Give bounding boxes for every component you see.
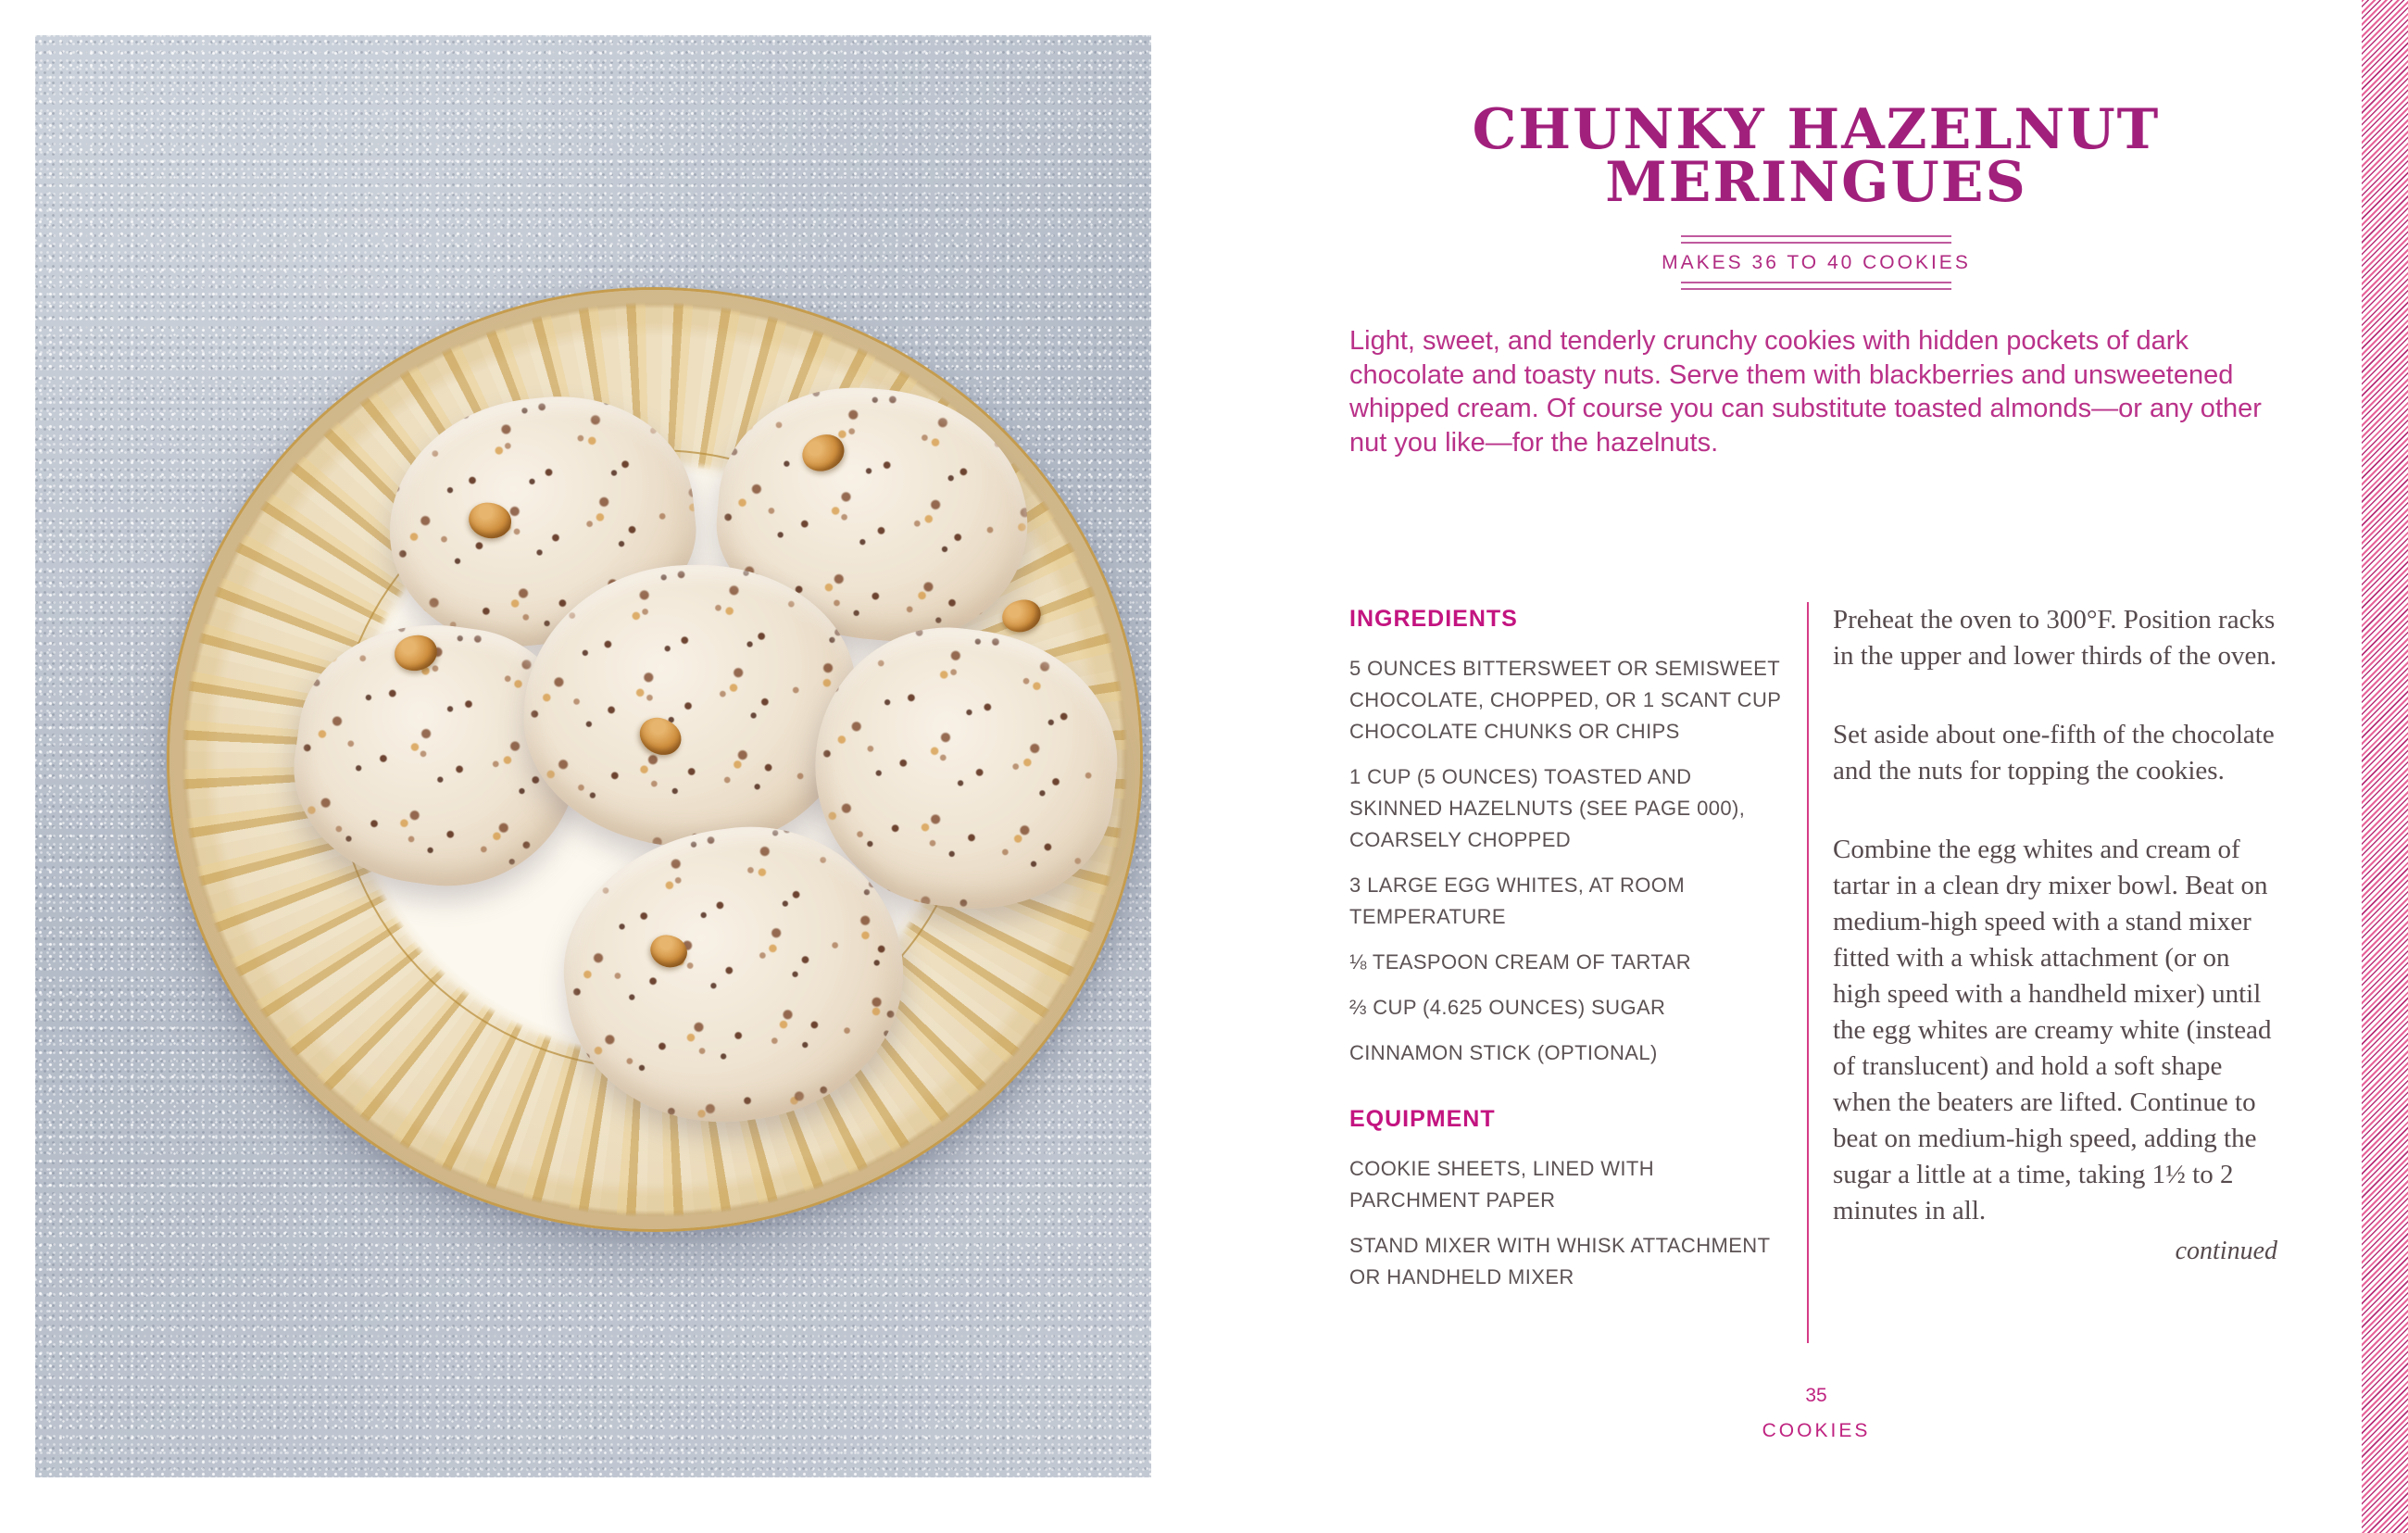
yield-label: MAKES 36 TO 40 COOKIES	[1662, 252, 1971, 273]
meringues-photo	[35, 35, 1151, 1477]
section-label: COOKIES	[1762, 1420, 1871, 1441]
page-number: 35	[1805, 1385, 1827, 1406]
striped-page-edge	[2362, 0, 2408, 1533]
recipe-intro: Light, sweet, and tenderly crunchy cookies with hidden pockets of dark chocolate and toasty nuts. Serve them with blackberries and unsweetened whipped cream. Of course you can substitute toasted almonds—or any other nut you like—for the hazelnuts.	[1349, 326, 2262, 458]
yield-block	[1349, 235, 2283, 290]
ingredient-item: 5 OUNCES BITTERSWEET OR SEMISWEET CHOCOLATE, CHOPPED, OR 1 SCANT CUP CHOCOLATE CHUNKS OR CHIPS	[1349, 657, 1781, 743]
recipe-header	[1349, 97, 2283, 290]
recipe-columns	[1349, 602, 2283, 1343]
ingredient-item: 1 CUP (5 OUNCES) TOASTED AND SKINNED HAZELNUTS (SEE PAGE 000), COARSELY CHOPPED	[1349, 765, 1746, 851]
ingredient-item: 3 LARGE EGG WHITES, AT ROOM TEMPERATURE	[1349, 873, 1686, 928]
ingredients-column	[1349, 602, 1788, 1343]
title-line-1: CHUNKY HAZELNUT	[1472, 97, 2161, 162]
double-rule-top	[1681, 235, 1951, 244]
page-title	[1349, 97, 2283, 215]
ingredients-heading: INGREDIENTS	[1349, 606, 1518, 632]
title-line-2: MERINGUES	[1605, 150, 2027, 215]
equipment-item: STAND MIXER WITH WHISK ATTACHMENT OR HANDHELD MIXER	[1349, 1234, 1771, 1288]
ingredient-item: CINNAMON STICK (OPTIONAL)	[1349, 1041, 1658, 1064]
equipment-heading: EQUIPMENT	[1349, 1106, 1496, 1132]
instruction-paragraph: Preheat the oven to 300°F. Position racks in the upper and lower thirds of the oven.	[1833, 605, 2277, 671]
continued-label: continued	[2175, 1237, 2277, 1265]
instructions-column	[1809, 602, 2283, 1343]
ingredient-item: ⅔ CUP (4.625 OUNCES) SUGAR	[1349, 996, 1666, 1019]
page-footer	[1349, 1385, 2283, 1442]
recipe-page	[1349, 0, 2283, 1533]
instruction-paragraph: Combine the egg whites and cream of tartar in a clean dry mixer bowl. Beat on medium-high speed with a stand mixer fitted with a whisk attachment (or on high speed with a handheld mixer) until the egg whites are creamy white (instead of translucent) and hold a soft shape when the beaters are lifted. Continue to beat on medium-high speed, adding the sugar a little at a time, taking 1½ to 2 minutes in all.	[1833, 835, 2272, 1225]
ingredient-item: ⅛ TEASPOON CREAM OF TARTAR	[1349, 950, 1691, 974]
double-rule-bottom	[1681, 282, 1951, 290]
instruction-paragraph: Set aside about one-fifth of the chocolate and the nuts for topping the cookies.	[1833, 720, 2275, 785]
equipment-item: COOKIE SHEETS, LINED WITH PARCHMENT PAPER	[1349, 1157, 1655, 1212]
